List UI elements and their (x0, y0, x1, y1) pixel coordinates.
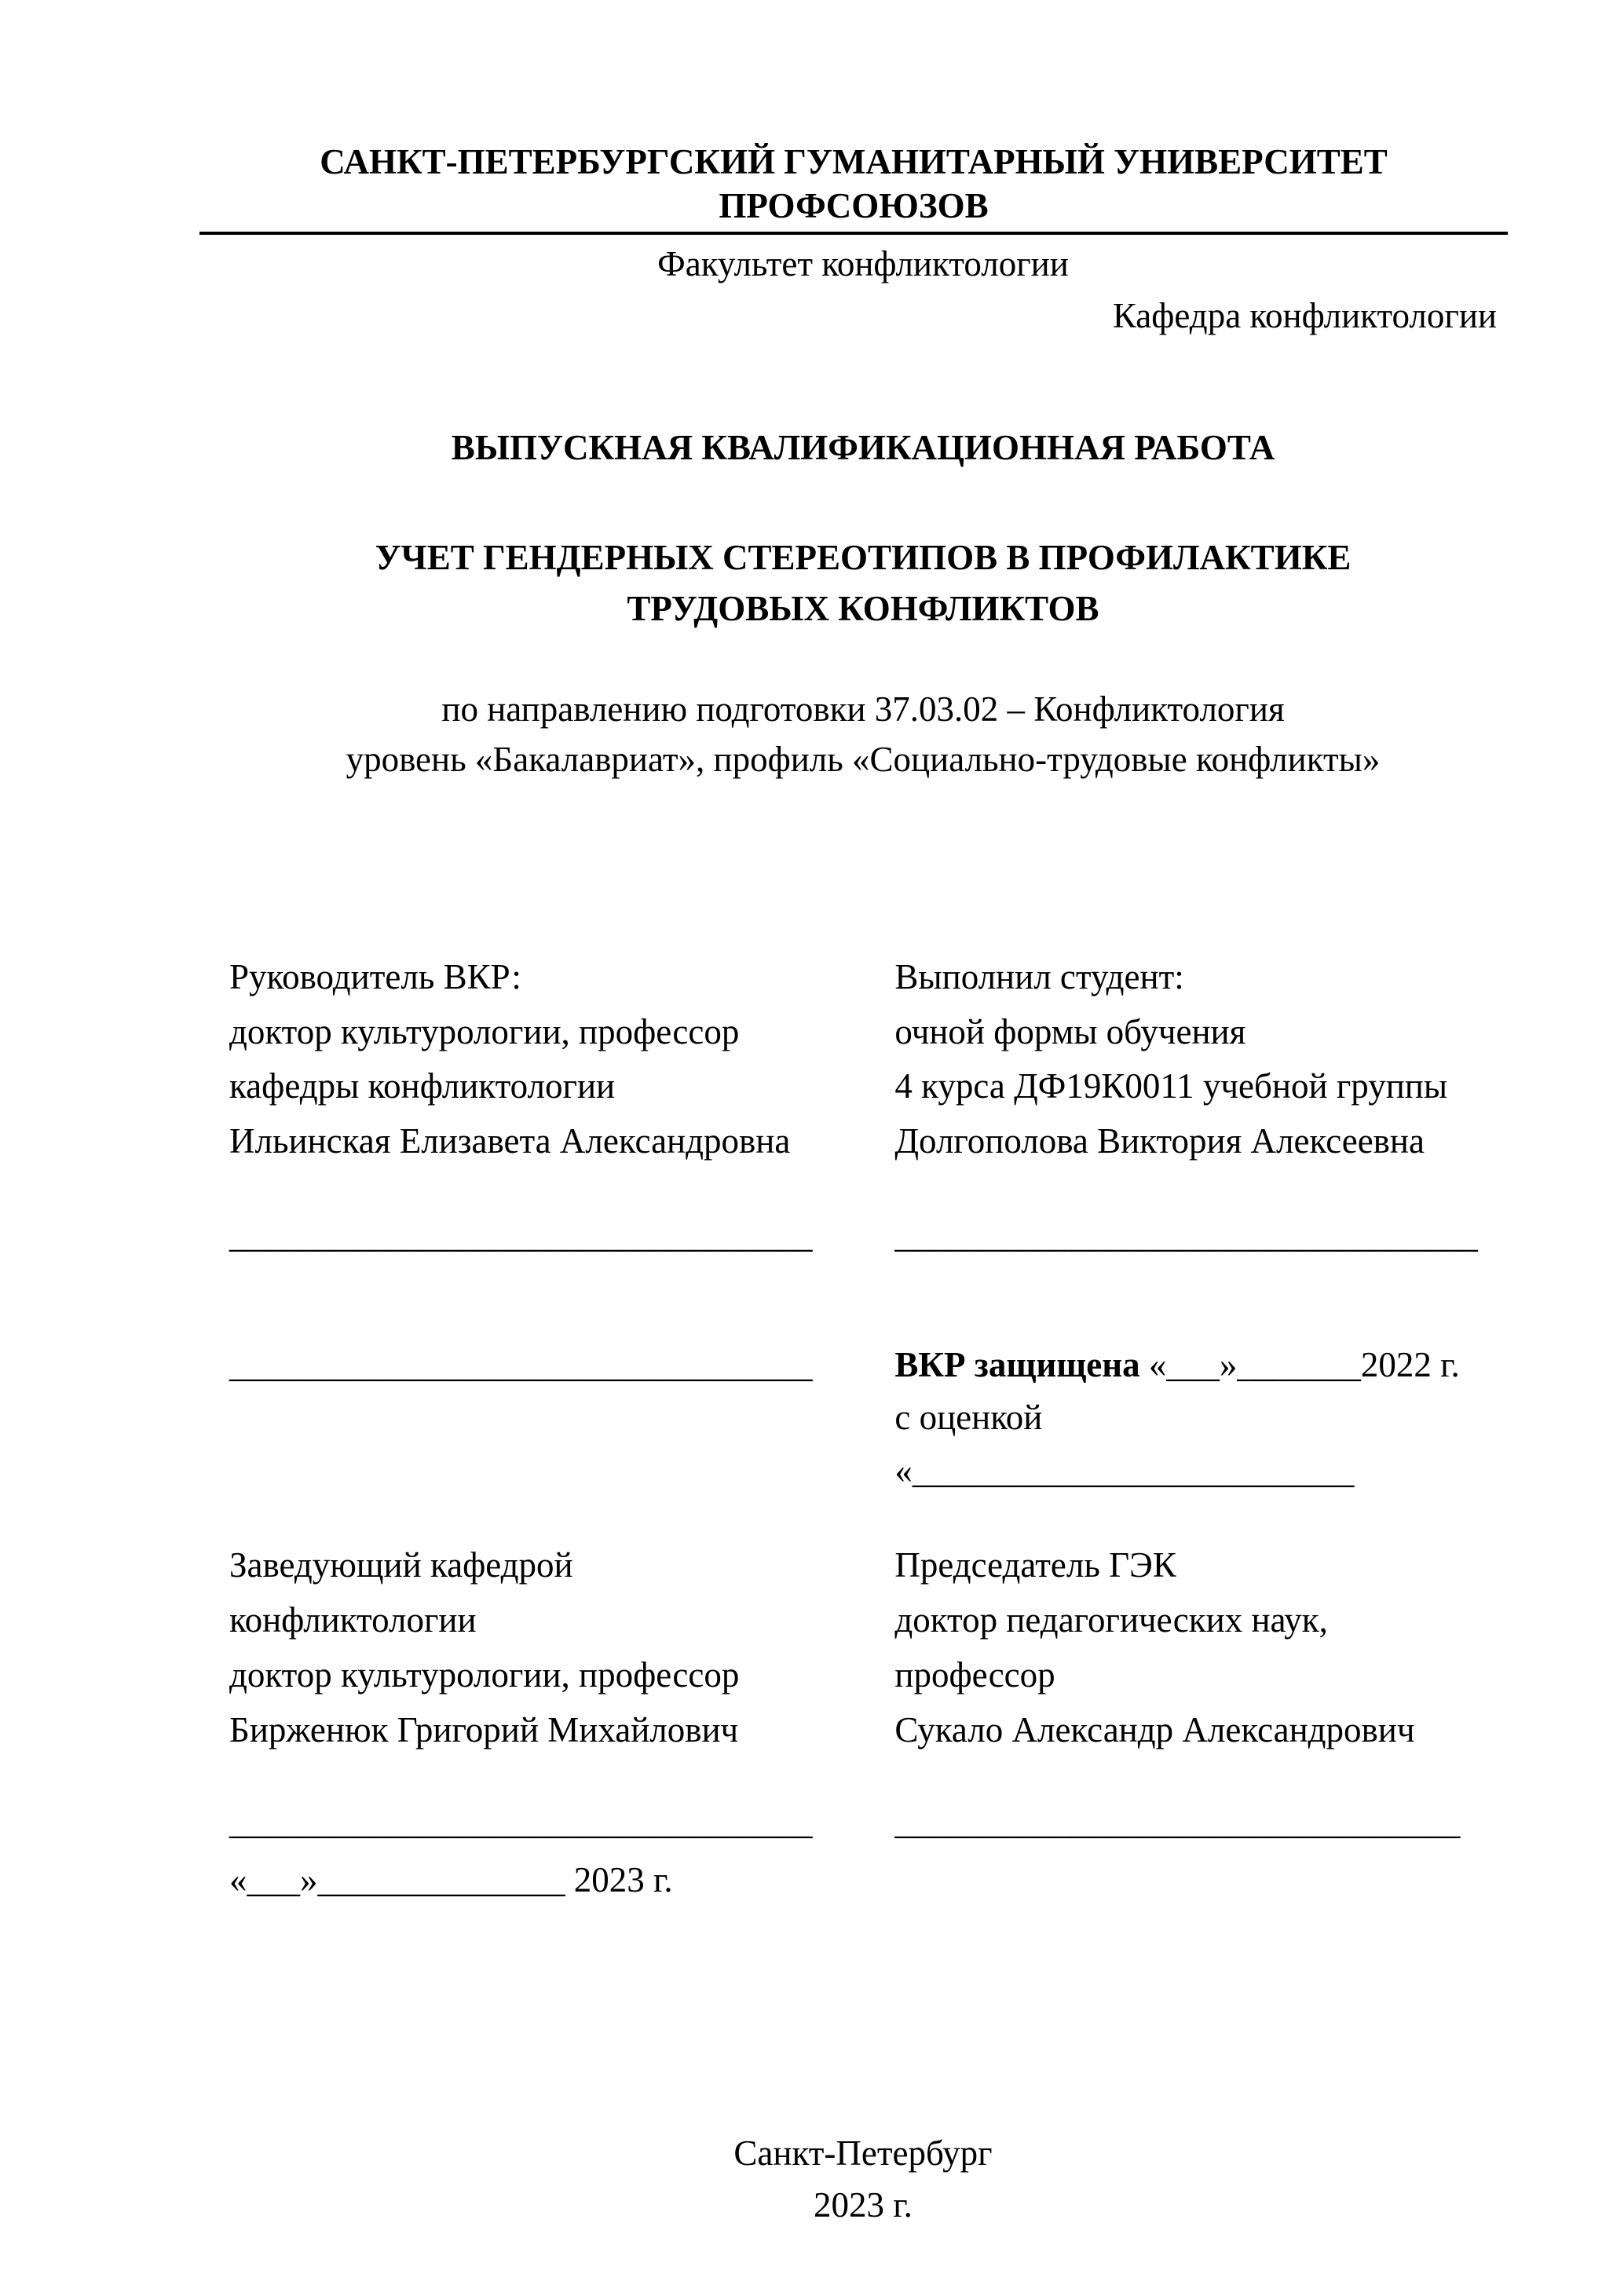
supervisor-department: кафедры конфликтологии (229, 1066, 616, 1106)
head-name: Бирженюк Григорий Михайлович (229, 1709, 739, 1749)
supervisor-signature-line: _________________________________ (229, 1215, 813, 1255)
chairman-block (894, 1538, 1497, 1757)
chairman-degree-line2: профессор (894, 1654, 1055, 1695)
head-title-line1: Заведующий кафедрой (229, 1545, 573, 1585)
supervisor-label: Руководитель ВКР: (229, 956, 521, 996)
department-line: Кафедра конфликтологии (1112, 296, 1497, 335)
supervisor-block (229, 950, 825, 1169)
defense-date-blank: «___»_______2022 г. (1139, 1344, 1460, 1384)
direction-line1: по направлению подготовки 37.03.02 – Конфликтология (441, 689, 1285, 729)
head-date-line: «___»______________ 2023 г. (229, 1860, 673, 1900)
student-signature-line: _________________________________ (894, 1215, 1478, 1255)
student-label: Выполнил студент: (894, 956, 1184, 996)
student-group: 4 курса ДФ19К0011 учебной группы (894, 1066, 1448, 1106)
chairman-degree-line1: доктор педагогических наук, (894, 1600, 1328, 1640)
student-study-form: очной формы обучения (894, 1011, 1246, 1051)
people-block (229, 950, 1497, 1169)
university-header: САНКТ-ПЕТЕРБУРГСКИЙ ГУМАНИТАРНЫЙ УНИВЕРСИТЕТ ПРОФСОЮЗОВ (199, 140, 1508, 235)
thesis-topic (229, 532, 1497, 635)
head-title-line2: конфликтологии (229, 1600, 477, 1640)
defense-row (229, 1339, 1497, 1498)
supervisor-degree: доктор культурологии, профессор (229, 1011, 740, 1051)
chairman-name: Сукало Александр Александрович (894, 1709, 1415, 1749)
thesis-topic-line2: ТРУДОВЫХ КОНФЛИКТОВ (627, 588, 1099, 628)
thesis-topic-line1: УЧЕТ ГЕНДЕРНЫХ СТЕРЕОТИПОВ В ПРОФИЛАКТИКЕ (375, 537, 1352, 577)
officials-block (229, 1538, 1497, 1757)
head-signature-line: _________________________________ (229, 1802, 813, 1842)
signature-row-1 (229, 1215, 1497, 1256)
defense-label: ВКР защищена (894, 1344, 1140, 1384)
defense-left-signature-line: _________________________________ (229, 1344, 813, 1384)
supervisor-name: Ильинская Елизавета Александровна (229, 1121, 791, 1161)
defense-info (894, 1339, 1497, 1498)
signature-row-2 (229, 1801, 1497, 1842)
chairman-signature-line: ________________________________ (894, 1802, 1461, 1842)
direction-line2: уровень «Бакалавриат», профиль «Социально-трудовые конфликты» (346, 739, 1381, 779)
footer-block (229, 2128, 1497, 2231)
footer-city: Санкт-Петербург (733, 2133, 993, 2174)
footer-year: 2023 г. (814, 2184, 913, 2225)
head-degree: доктор культурологии, профессор (229, 1654, 740, 1695)
defense-grade-line: с оценкой «_________________________ (894, 1398, 1355, 1490)
work-type-title: ВЫПУСКНАЯ КВАЛИФИКАЦИОННАЯ РАБОТА (451, 427, 1275, 467)
student-block (894, 950, 1497, 1169)
direction-info (229, 685, 1497, 785)
chairman-title: Председатель ГЭК (894, 1545, 1176, 1585)
department-head-block (229, 1538, 825, 1757)
defense-date-line (894, 1339, 1497, 1392)
faculty-line: Факультет конфликтологии (657, 243, 1069, 283)
student-name: Долгополова Виктория Алексеевна (894, 1121, 1425, 1161)
